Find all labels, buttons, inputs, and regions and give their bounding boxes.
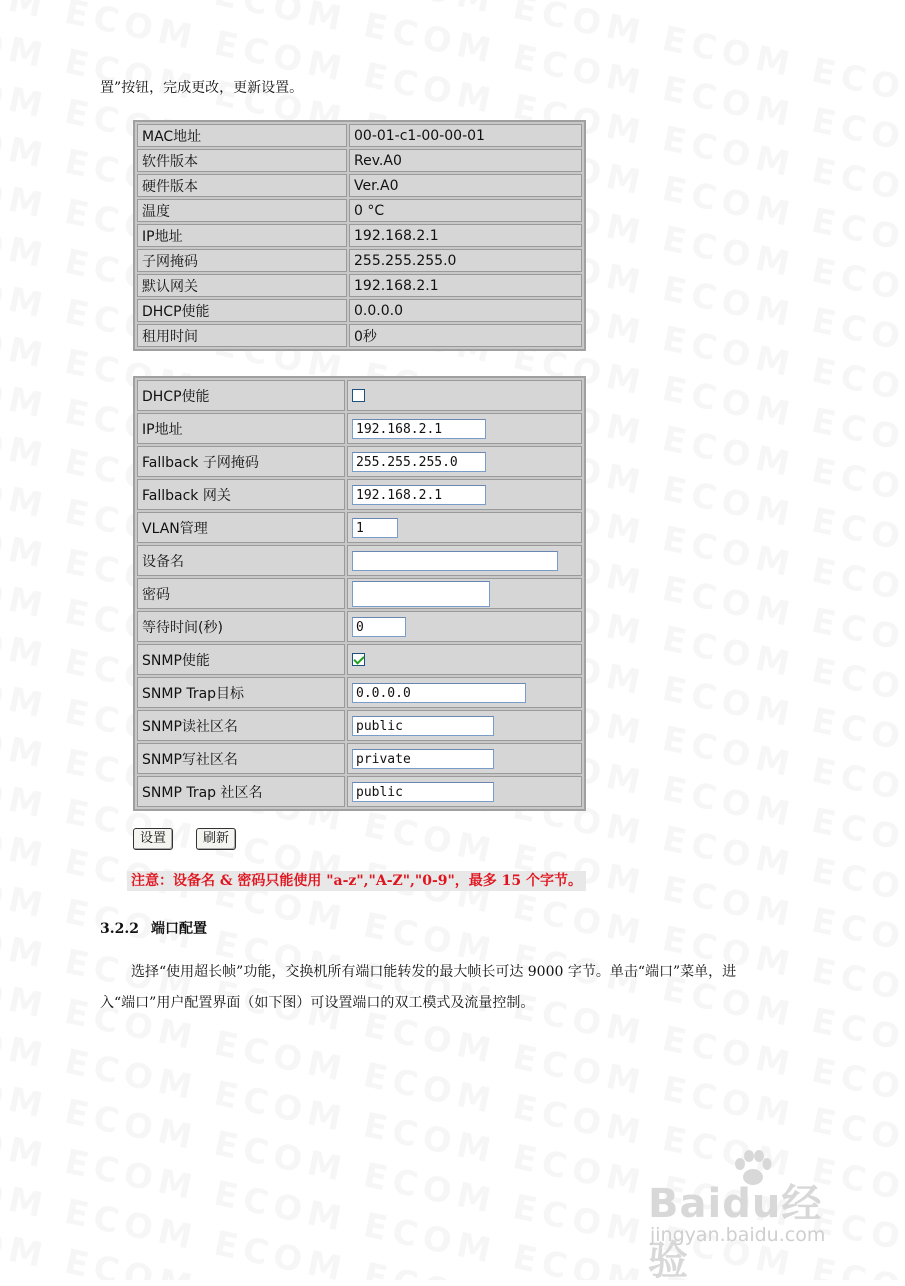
vlan-input[interactable]: 1 xyxy=(352,518,398,538)
info-label: MAC地址 xyxy=(137,124,347,147)
form-row-snmp-trap-target xyxy=(137,677,582,708)
table-row xyxy=(137,124,582,147)
fallback-gateway-label: Fallback 网关 xyxy=(137,479,345,510)
table-row xyxy=(137,299,582,322)
notice-text: 注意：设备名 & 密码只能使用 "a-z","A-Z","0-9"，最多 15 个字节。 xyxy=(127,871,586,891)
set-button[interactable]: 设置 xyxy=(133,828,173,850)
snmp-trap-target-input[interactable]: 0.0.0.0 xyxy=(352,683,526,703)
snmp-read-community-label: SNMP读社区名 xyxy=(137,710,345,741)
info-value: Ver.A0 xyxy=(349,174,582,197)
table-row xyxy=(137,149,582,172)
wait-time-label: 等待时间(秒) xyxy=(137,611,345,642)
form-row-ip xyxy=(137,413,582,444)
info-label: IP地址 xyxy=(137,224,347,247)
form-row-wait-time xyxy=(137,611,582,642)
section-number: 3.2.2 xyxy=(100,921,139,937)
refresh-button[interactable]: 刷新 xyxy=(196,828,236,850)
intro-text: 置”按钮，完成更改，更新设置。 xyxy=(100,80,304,96)
info-value: 255.255.255.0 xyxy=(349,249,582,272)
table-row xyxy=(137,224,582,247)
form-row-fallback-gw xyxy=(137,479,582,510)
password-label: 密码 xyxy=(137,578,345,609)
form-row-snmp-enable xyxy=(137,644,582,675)
ip-label: IP地址 xyxy=(137,413,345,444)
table-row xyxy=(137,324,582,347)
info-label: 默认网关 xyxy=(137,274,347,297)
form-row-device-name xyxy=(137,545,582,576)
info-value: 192.168.2.1 xyxy=(349,224,582,247)
form-row-snmp-write xyxy=(137,743,582,774)
snmp-write-community-input[interactable]: private xyxy=(352,749,494,769)
table-row xyxy=(137,249,582,272)
snmp-read-community-input[interactable]: public xyxy=(352,716,494,736)
body-text-line-2: 入“端口”用户配置界面（如下图）可设置端口的双工模式及流量控制。 xyxy=(100,995,535,1011)
snmp-trap-community-label: SNMP Trap 社区名 xyxy=(137,776,345,807)
info-label: DHCP使能 xyxy=(137,299,347,322)
fallback-gateway-input[interactable]: 192.168.2.1 xyxy=(352,485,486,505)
info-value: 00-01-c1-00-00-01 xyxy=(349,124,582,147)
info-label: 子网掩码 xyxy=(137,249,347,272)
table-row xyxy=(137,274,582,297)
dhcp-label: DHCP使能 xyxy=(137,380,345,411)
snmp-enable-checkbox[interactable] xyxy=(352,653,365,666)
section-title: 端口配置 xyxy=(150,921,207,937)
ip-input[interactable]: 192.168.2.1 xyxy=(352,419,486,439)
info-label: 硬件版本 xyxy=(137,174,347,197)
form-row-password xyxy=(137,578,582,609)
section-heading xyxy=(100,918,207,938)
info-value: 0秒 xyxy=(349,324,582,347)
device-name-label: 设备名 xyxy=(137,545,345,576)
info-value: 0 °C xyxy=(349,199,582,222)
form-row-dhcp xyxy=(137,380,582,411)
baidu-jingyan-watermark xyxy=(640,1150,860,1284)
snmp-write-community-label: SNMP写社区名 xyxy=(137,743,345,774)
table-row xyxy=(137,199,582,222)
network-config-form xyxy=(133,376,586,811)
dhcp-checkbox[interactable] xyxy=(352,389,365,402)
form-row-fallback-mask xyxy=(137,446,582,477)
body-text-line-1: 选择“使用超长帧”功能，交换机所有端口能转发的最大帧长可达 9000 字节。单击“端口”菜单，进 xyxy=(131,964,737,980)
info-value: Rev.A0 xyxy=(349,149,582,172)
snmp-trap-target-label: SNMP Trap目标 xyxy=(137,677,345,708)
info-label: 软件版本 xyxy=(137,149,347,172)
form-row-snmp-read xyxy=(137,710,582,741)
fallback-mask-input[interactable]: 255.255.255.0 xyxy=(352,452,486,472)
form-row-vlan xyxy=(137,512,582,543)
table-row xyxy=(137,174,582,197)
fallback-mask-label: Fallback 子网掩码 xyxy=(137,446,345,477)
info-label: 租用时间 xyxy=(137,324,347,347)
baidu-logo-text: Baidu经验 xyxy=(648,1181,823,1284)
snmp-enable-label: SNMP使能 xyxy=(137,644,345,675)
wait-time-input[interactable]: 0 xyxy=(352,617,406,637)
baidu-url: jingyan.baidu.com xyxy=(650,1224,826,1246)
device-name-input[interactable] xyxy=(352,551,558,571)
password-input[interactable] xyxy=(352,581,490,607)
snmp-trap-community-input[interactable]: public xyxy=(352,782,494,802)
info-value: 192.168.2.1 xyxy=(349,274,582,297)
info-label: 温度 xyxy=(137,199,347,222)
vlan-label: VLAN管理 xyxy=(137,512,345,543)
device-info-table xyxy=(133,120,586,351)
info-value: 0.0.0.0 xyxy=(349,299,582,322)
form-row-snmp-trap-community xyxy=(137,776,582,807)
